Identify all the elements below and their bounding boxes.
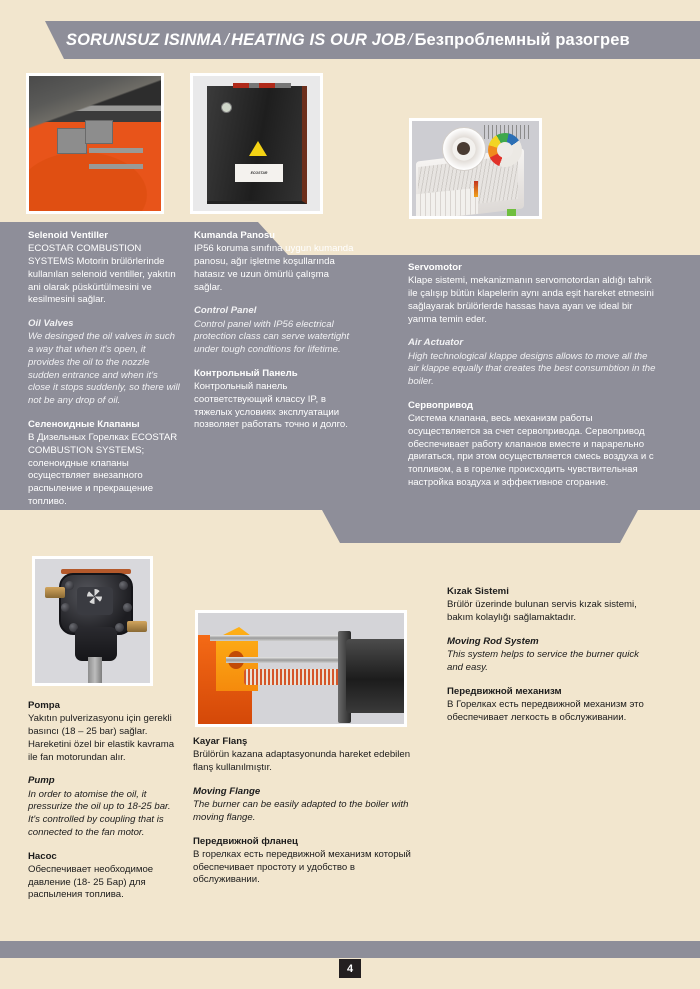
pump-ru-body: Обеспечивает необходимое давление (18- 25 Бар) для распыления топлива. bbox=[28, 863, 154, 901]
rod-tr-group bbox=[447, 586, 657, 625]
control-ru-title: Контрольный Панель bbox=[194, 367, 298, 379]
servomotor-photo bbox=[409, 118, 542, 219]
solenoid-tr-group bbox=[28, 230, 180, 307]
servo-ru-group bbox=[408, 400, 658, 490]
pump-tr-body: Yakıtın pulverizasyonu için gerekli basıncı (18 – 25 bar) sağlar. Hareketini özel bir elastik kavrama ile fan motorundan alır. bbox=[28, 713, 175, 763]
servo-en-title: Air Actuator bbox=[408, 337, 464, 349]
servo-ru-body: Система клапана, весь механизм работы осуществляется за счет сервопривода. Сервопривод обеспечивает работу клапанов вместе и парарельно двигаться, при этом осуществляется смесь воздуха и с топливом, а в горелке происходить чувствительная настройка воздуха и эффективное сгорание. bbox=[408, 413, 654, 488]
solenoid-tr-title: Selenoid Ventiller bbox=[28, 230, 108, 241]
solenoid-ru-body: В Дизельных Горелках ECOSTAR COMBUSTION SYSTEMS; соленоидные клапаны осуществляет внезапного распыление и прекращение топливо. bbox=[28, 432, 178, 507]
control-en-group bbox=[194, 305, 354, 357]
page-title-en: HEATING IS OUR JOB bbox=[231, 30, 406, 49]
control-ru-group bbox=[194, 368, 354, 432]
pump-tr-group bbox=[28, 700, 183, 764]
solenoid-en-body: We desinged the oil valves in such a way that when it's open, it provides the oil to the nozzle sudden entrance and when it's close it stops suddenly, so there will not be any drop of oil. bbox=[28, 331, 180, 407]
flange-ru-title: Передвижной фланец bbox=[193, 835, 298, 847]
servo-en-body: High technological klappe designs allows to move all the air klappe equally that creates the best consumbtion in the boiler. bbox=[408, 350, 656, 388]
solenoid-ru-group bbox=[28, 419, 180, 509]
panel-top-switches bbox=[233, 83, 291, 88]
panel-brand-label: ECOSTAR bbox=[235, 164, 283, 182]
flange-tr-body: Brülörün kazana adaptasyonunda hareket edebilen flanş kullanılmıştır. bbox=[193, 749, 411, 774]
pump-en-body: In order to atomise the oil, it pressurize the oil up to 18-25 bar. It's controlled by coupling that is connected to the fan motor. bbox=[28, 788, 171, 838]
control-en-title: Control Panel bbox=[194, 305, 257, 317]
footer-divider-band bbox=[0, 941, 700, 958]
burner-head-photo bbox=[195, 610, 407, 727]
pump-ru-title: Насос bbox=[28, 850, 57, 862]
page-title-tr: SORUNSUZ ISINMA bbox=[66, 30, 223, 49]
solenoid-ru-title: Селеноидные Клапаны bbox=[28, 418, 140, 430]
moving-rod-text-block bbox=[447, 586, 657, 724]
flange-tr-title: Kayar Flanş bbox=[193, 736, 248, 747]
page-number-badge: 4 bbox=[339, 959, 361, 978]
control-tr-title: Kumanda Panosu bbox=[194, 230, 276, 241]
solenoid-en-title: Oil Valves bbox=[28, 318, 74, 330]
control-ru-body: Контрольный панель соответствующий классу IP, в тяжелых условиях эксплуатации позволяет работать точно и долго. bbox=[194, 381, 348, 431]
pump-en-title: Pump bbox=[28, 775, 55, 787]
panel-indicator-lamp bbox=[221, 102, 232, 113]
flange-tr-group bbox=[193, 736, 411, 775]
title-separator-1: / bbox=[224, 30, 230, 49]
rod-tr-title: Kızak Sistemi bbox=[447, 586, 509, 597]
flange-ru-body: В горелках есть передвижной механизм который обеспечивает простоту и удобство в обслуживании. bbox=[193, 848, 411, 886]
servo-ru-title: Сервопривод bbox=[408, 399, 473, 411]
servo-tr-body: Klape sistemi, mekanizmanın servomotordan aldığı tahrik ile çalışıp bütün klapelerin aynı anda eşit hareket etmesini sağlayarak brülörlerde hassas hava ayarı ve ideal bir yanma temin eder. bbox=[408, 275, 654, 325]
rod-ru-group bbox=[447, 686, 657, 725]
flange-en-body: The burner can be easily adapted to the boiler with moving flange. bbox=[193, 799, 409, 823]
solenoid-text-block bbox=[28, 230, 180, 509]
flange-en-group bbox=[193, 786, 411, 825]
servo-tr-title: Servomotor bbox=[408, 262, 462, 273]
rod-en-body: This system helps to service the burner quick and easy. bbox=[447, 649, 639, 673]
rod-en-group bbox=[447, 636, 657, 675]
moving-flange-text-block bbox=[193, 736, 411, 887]
pump-text-block bbox=[28, 700, 183, 902]
solenoid-en-group bbox=[28, 318, 180, 408]
servo-en-group bbox=[408, 337, 658, 389]
solenoid-valves-photo bbox=[26, 73, 164, 214]
control-tr-group bbox=[194, 230, 354, 294]
flange-en-title: Moving Flange bbox=[193, 785, 261, 797]
servomotor-text-block bbox=[408, 262, 658, 490]
flange-ru-group bbox=[193, 836, 411, 888]
pump-en-group bbox=[28, 775, 183, 839]
suntec-pump-photo bbox=[32, 556, 153, 686]
pump-ru-group bbox=[28, 851, 183, 903]
rod-en-title: Moving Rod System bbox=[447, 635, 539, 647]
pump-tr-title: Pompa bbox=[28, 700, 60, 711]
warning-triangle-icon bbox=[249, 141, 267, 156]
control-tr-body: IP56 koruma sınıfına uygun kumanda panosu, ağır işletme koşullarında hatasız ve uzun ömürlü çalışma sağlar. bbox=[194, 243, 354, 293]
page-title bbox=[0, 21, 700, 59]
control-panel-text-block bbox=[194, 230, 354, 432]
control-en-body: Control panel with IP56 electrical protection class can serve watertight under tough conditions for lifetime. bbox=[194, 318, 350, 356]
solenoid-tr-body: ECOSTAR COMBUSTION SYSTEMS Motorin brülörlerinde kullanılan selenoid ventiller, yakıtın ani olarak püskürtülmesini ve kesilmesini sağlar. bbox=[28, 243, 176, 306]
servo-tr-group bbox=[408, 262, 658, 326]
rod-ru-title: Передвижной механизм bbox=[447, 685, 562, 697]
control-panel-photo bbox=[190, 73, 323, 214]
rod-tr-body: Brülör üzerinde bulunan servis kızak sistemi, bakım kolaylığı sağlamaktadır. bbox=[447, 599, 637, 624]
page-title-ru: Безпроблемный разогрев bbox=[414, 30, 630, 49]
title-separator-2: / bbox=[407, 30, 413, 49]
rod-ru-body: В Горелках есть передвижной механизм это обеспечивает легкость в обслуживании. bbox=[447, 698, 644, 723]
